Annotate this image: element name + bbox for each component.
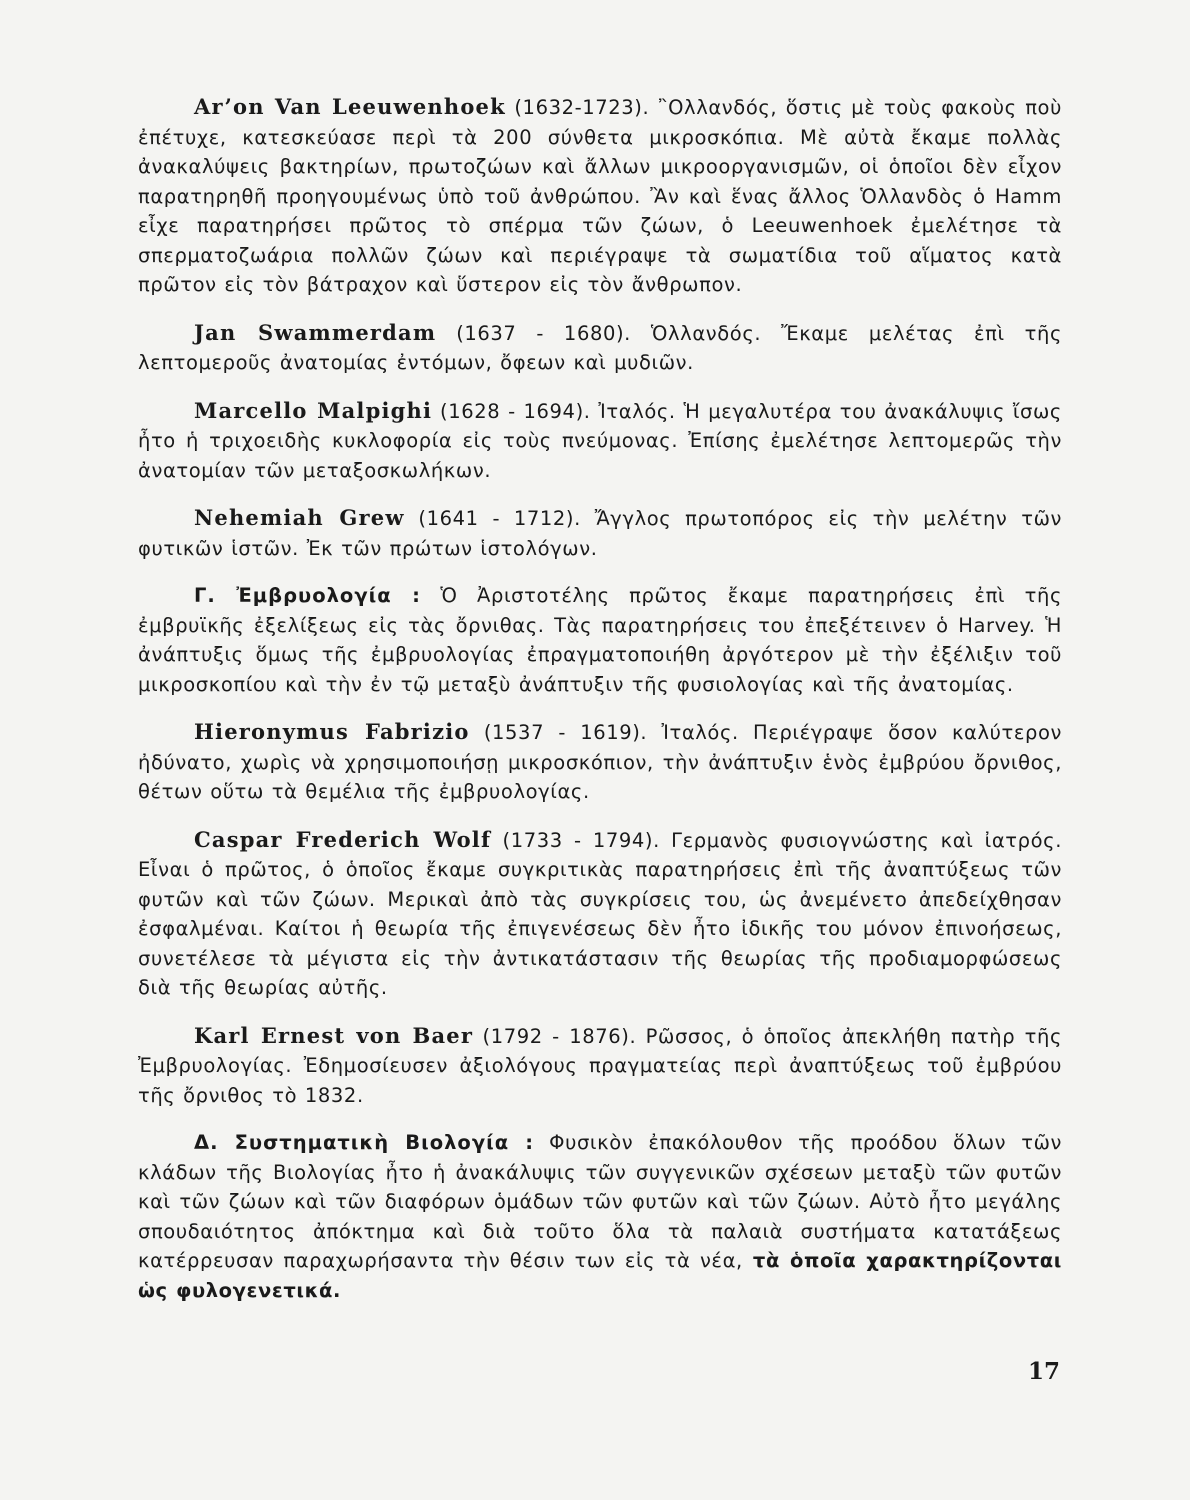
section-heading: Γ. Ἐμβρυολογία :	[194, 584, 421, 607]
person-name: Karl Ernest von Baer	[194, 1022, 474, 1048]
section-systematic-biology	[138, 1128, 1062, 1305]
section-heading: Δ. Συστηματικὴ Βιολογία :	[194, 1131, 535, 1154]
entry-leeuwenhoek	[138, 92, 1062, 300]
person-name: Jan Swammerdam	[194, 319, 437, 345]
entry-grew	[138, 503, 1062, 563]
section-text-tail: τὰ ὁποῖα χαρακτηρίζονται ὡς φυλογενετικά.	[138, 1249, 1063, 1302]
section-embryology	[138, 581, 1062, 699]
entry-fabrizio	[138, 717, 1062, 807]
entry-text: (1792 - 1876). Ρῶσσος, ὁ ὁποῖος ἀπεκλήθη πατὴρ τῆς Ἐμβρυολογίας. Ἐδημοσίευσεν ἀξιολόγους πραγματείας περὶ ἀναπτύξεως τοῦ ἐμβρύου τῆς ὄρνιθος τὸ 1832.	[138, 1024, 1062, 1107]
page-body	[138, 92, 1062, 1323]
page-number: 17	[1028, 1358, 1061, 1385]
person-name: Marcello Malpighi	[194, 397, 433, 423]
person-name: Ar’on Van Leeuwenhoek	[194, 94, 506, 119]
entry-text: (1733 - 1794). Γερμανὸς φυσιογνώστης καὶ ἰατρός. Εἶναι ὁ πρῶτος, ὁ ὁποῖος ἔκαμε συγκριτικὰς παρατηρήσεις ἐπὶ τῆς ἀναπτύξεως τῶν φυτῶν καὶ τῶν ζώων. Μερικαὶ ἀπὸ τὰς συγκρίσεις του, ὡς ἀνεμένετο ἀπεδείχθησαν ἐσφαλμέναι. Καίτοι ἡ θεωρία τῆς ἐπιγενέσεως δὲν ἦτο ἰδικῆς του μόνον ἐπινοήσεως, συνετέλεσε τὰ μέγιστα εἰς τὴν ἀντικατάστασιν τῆς θεωρίας τῆς προδιαμορφώσεως διὰ τῆς θεωρίας αὐτῆς.	[138, 828, 1062, 999]
entry-wolf	[138, 825, 1062, 1003]
entry-von-baer	[138, 1021, 1062, 1111]
entry-malpighi	[138, 396, 1062, 486]
entry-swammerdam	[138, 318, 1062, 378]
entry-text: (1632-1723). ῍Ολλανδός, ὅστις μὲ τοὺς φακοὺς ποὺ ἐπέτυχε, κατεσκεύασε περὶ τὰ 200 σύνθετα μικροσκόπια. Μὲ αὐτὰ ἔκαμε πολλὰς ἀνακαλύψεις βακτηρίων, πρωτοζώων καὶ ἄλλων μικροοργανισμῶν, οἱ ὁποῖοι δὲν εἶχον παρατηρηθῆ προηγουμένως ὑπὸ τοῦ ἀνθρώπου. Ἂν καὶ ἕνας ἄλλος Ὁλλανδὸς ὁ Hamm εἶχε παρατηρήσει πρῶτος τὸ σπέρμα τῶν ζώων, ὁ Leeuwenhoek ἐμελέτησε τὰ σπερματοζωάρια πολλῶν ζώων καὶ περιέγραψε τὰ σωματίδια τοῦ αἵματος κατὰ πρῶτον εἰς τὸν βάτραχον καὶ ὕστερον εἰς τὸν ἄνθρωπον.	[138, 96, 1062, 296]
section-text: Φυσικὸν ἐπακόλουθον τῆς προόδου ὅλων τῶν κλάδων τῆς Βιολογίας ἦτο ἡ ἀνακάλυψις τῶν συγγενικῶν σχέσεων μεταξὺ τῶν φυτῶν καὶ τῶν ζώων καὶ τῶν διαφόρων ὁμάδων τῶν φυτῶν καὶ τῶν ζώων. Αὐτὸ ἦτο μεγάλης σπουδαιότητος ἀπόκτημα καὶ διὰ τοῦτο ὅλα τὰ παλαιὰ συστήματα κατατάξεως κατέρρευσαν παραχωρήσαντα τὴν θέσιν των εἰς τὰ νέα,	[138, 1131, 1062, 1272]
entry-text: (1641 - 1712). Ἄγγλος πρωτοπόρος εἰς τὴν μελέτην τῶν φυτικῶν ἱστῶν. Ἐκ τῶν πρώτων ἱστολόγων.	[138, 507, 1062, 560]
entry-text: (1537 - 1619). Ἰταλός. Περιέγραψε ὅσον καλύτερον ἠδύνατο, χωρὶς νὰ χρησιμοποιήσῃ μικροσκόπιον, τὴν ἀνάπτυξιν ἑνὸς ἐμβρύου ὄρνιθος, θέτων οὕτω τὰ θεμέλια τῆς ἐμβρυολογίας.	[138, 721, 1062, 803]
person-name: Caspar Frederich Wolf	[194, 826, 492, 852]
section-text: Ὁ Ἀριστοτέλης πρῶτος ἔκαμε παρατηρήσεις ἐπὶ τῆς ἐμβρυϊκῆς ἐξελίξεως εἰς τὰς ὄρνιθας. Τὰς παρατηρήσεις του ἐπεξέτεινεν ὁ Harvey. Ἡ ἀνάπτυξις ὅμως τῆς ἐμβρυολογίας ἐπραγματοποιήθη ἀργότερον μὲ τὴν ἐξέλιξιν τοῦ μικροσκοπίου καὶ τὴν ἐν τῷ μεταξὺ ἀνάπτυξιν τῆς φυσιολογίας καὶ τῆς ἀνατομίας.	[138, 584, 1062, 696]
person-name: Nehemiah Grew	[194, 505, 405, 530]
entry-text: (1637 - 1680). Ὁλλανδός. Ἔκαμε μελέτας ἐπὶ τῆς λεπτομεροῦς ἀνατομίας ἐντόμων, ὄφεων καὶ μυδιῶν.	[138, 321, 1062, 374]
person-name: Hieronymus Fabrizio	[194, 719, 470, 744]
entry-text: (1628 - 1694). Ἰταλός. Ἡ μεγαλυτέρα του ἀνακάλυψις ἴσως ἦτο ἡ τριχοειδὴς κυκλοφορία εἰς τοὺς πνεύμονας. Ἐπίσης ἐμελέτησε λεπτομερῶς τὴν ἀνατομίαν τῶν μεταξοσκωλήκων.	[138, 399, 1062, 482]
